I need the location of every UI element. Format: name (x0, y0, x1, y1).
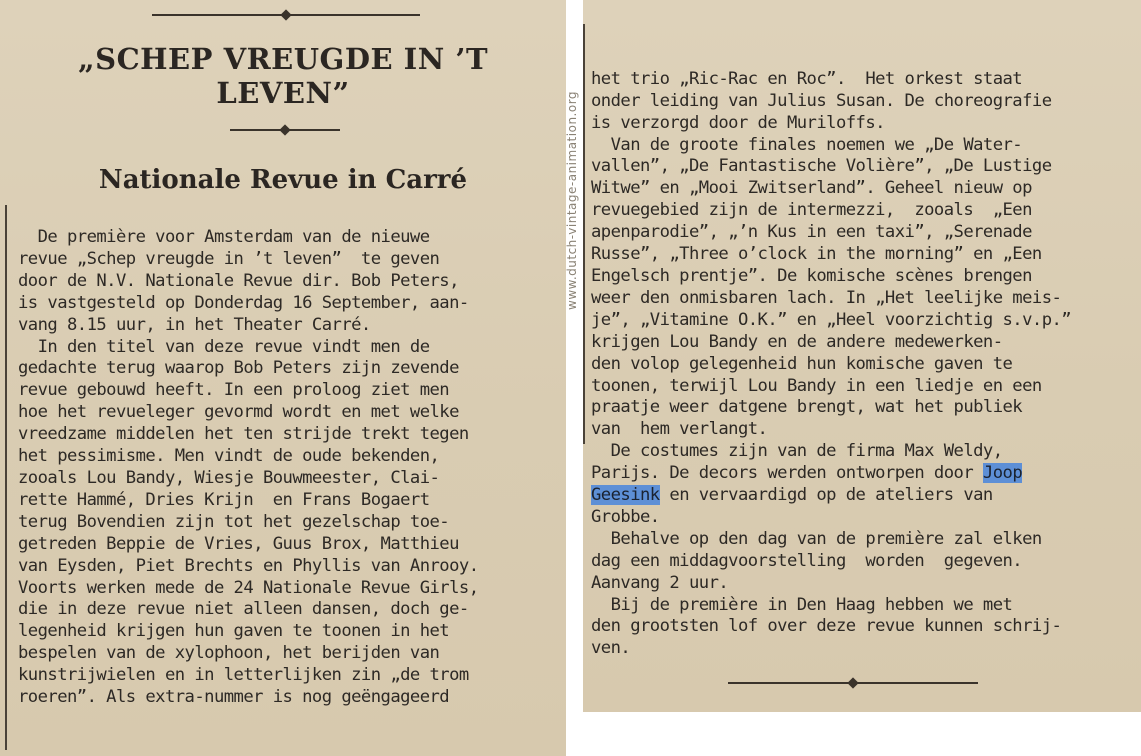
text-line: bespelen van de xylophoon, het berijden van (18, 643, 440, 664)
text-line: ven. (591, 638, 631, 659)
text-line: Russe”, „Three o’clock in the morning” en „Een (591, 244, 1042, 265)
article-subheadline: Nationale Revue in Carré (98, 165, 468, 195)
text-line: revuegebied zijn de intermezzi, zooals „Een (591, 200, 1032, 221)
text-line: revue „Schep vreugde in ’t leven” te geven (18, 248, 440, 269)
text-line: praatje weer datgene brengt, wat het publiek (591, 397, 1023, 418)
text-line: Bij de première in Den Haag hebben we met (591, 594, 1013, 615)
left-column-rule (5, 205, 7, 750)
text-line: toonen, terwijl Lou Bandy in een liedje en een (591, 375, 1042, 396)
text-line: die in deze revue niet alleen dansen, doch ge- (18, 599, 469, 620)
text-line: krijgen Lou Bandy en de andere medewerken- (591, 331, 1003, 352)
left-newspaper-clipping (0, 0, 566, 756)
text-line: den grootsten lof over deze revue kunnen schrij- (591, 616, 1062, 637)
right-column-text (591, 25, 1071, 682)
top-ornament-rule (152, 10, 420, 20)
text-line: legenheid krijgen hun gaven te toonen in het (18, 621, 450, 642)
text-line: vallen”, „De Fantastische Volière”, „De Lustige (591, 156, 1052, 177)
right-column-rule (583, 24, 585, 444)
text-line: is verzorgd door de Muriloffs. (591, 112, 885, 133)
text-line: Voorts werken mede de 24 Nationale Revue Girls, (18, 577, 479, 598)
text-line: van hem verlangt. (591, 419, 768, 440)
text-line: Grobbe. (591, 506, 660, 527)
highlight-line (591, 463, 1071, 485)
text-line: Aanvang 2 uur. (591, 572, 729, 593)
highlight-line-2 (591, 485, 1071, 507)
highlighted-word-joop[interactable]: Joop (982, 463, 1023, 484)
text-line: Behalve op den dag van de première zal elken (591, 528, 1042, 549)
text-line: De costumes zijn van de firma Max Weldy, (591, 441, 1003, 462)
text-line: vreedzame middelen het ten strijde trekt tegen (18, 424, 469, 445)
text-line: Witwe” en „Mooi Zwitserland”. Geheel nieuw op (591, 178, 1032, 199)
text-line: hoe het revueleger gevormd wordt en met welke (18, 402, 459, 423)
left-column-text (18, 227, 479, 709)
highlight-line-tail: en vervaardigd op de ateliers van (659, 485, 993, 506)
watermark: www.dutch-vintage-animation.org (565, 90, 579, 310)
text-line: zooals Lou Bandy, Wiesje Bouwmeester, Clai- (18, 467, 440, 488)
article-headline: „SCHEP VREUGDE IN ’T LEVEN” (77, 42, 489, 110)
right-text-part-1 (591, 69, 1071, 463)
right-text-part-2 (591, 507, 1071, 660)
text-line: gedachte terug waarop Bob Peters zijn zevende (18, 358, 459, 379)
text-line: rette Hammé, Dries Krijn en Frans Bogaert (18, 489, 430, 510)
text-line: Van de groote finales noemen we „De Water- (591, 134, 1023, 155)
text-line: apenparodie”, „’n Kus in een taxi”, „Serenade (591, 222, 1032, 243)
text-line: onder leiding van Julius Susan. De choreografie (591, 90, 1052, 111)
text-line: revue gebouwd heeft. In een proloog ziet men (18, 380, 450, 401)
text-line: roeren”. Als extra-nummer is nog geëngageerd (18, 687, 450, 708)
text-line: je”, „Vitamine O.K.” en „Heel voorzichtig s.v.p.” (591, 309, 1072, 330)
text-line: is vastgesteld op Donderdag 16 September, aan- (18, 292, 469, 313)
text-line: getreden Beppie de Vries, Guus Brox, Matthieu (18, 533, 459, 554)
text-line: Engelsch prentje”. De komische scènes brengen (591, 265, 1032, 286)
text-line: vang 8.15 uur, in het Theater Carré. (18, 314, 371, 335)
text-line: het trio „Ric-Rac en Roc”. Het orkest staat (591, 68, 1023, 89)
headline-ornament-rule (230, 125, 340, 135)
text-line: dag een middagvoorstelling worden gegeven. (591, 550, 1023, 571)
highlighted-word-geesink[interactable]: Geesink (591, 485, 660, 506)
text-line: door de N.V. Nationale Revue dir. Bob Peters, (18, 270, 459, 291)
highlight-line-lead: Parijs. De decors werden ontworpen door (591, 463, 983, 484)
text-line: van Eysden, Piet Brechts en Phyllis van Anrooy. (18, 555, 479, 576)
text-line: In den titel van deze revue vindt men de (18, 336, 430, 357)
text-line: kunstrijwielen en in letterlijken zin „de trom (18, 665, 469, 686)
text-line: den volop gelegenheid hun komische gaven te (591, 353, 1013, 374)
text-line: het pessimisme. Men vindt de oude bekenden, (18, 446, 440, 467)
text-line: terug Bovendien zijn tot het gezelschap toe- (18, 511, 450, 532)
text-line: De première voor Amsterdam van de nieuwe (18, 227, 430, 247)
text-line: weer den onmisbaren lach. In „Het leelijke meis- (591, 287, 1062, 308)
